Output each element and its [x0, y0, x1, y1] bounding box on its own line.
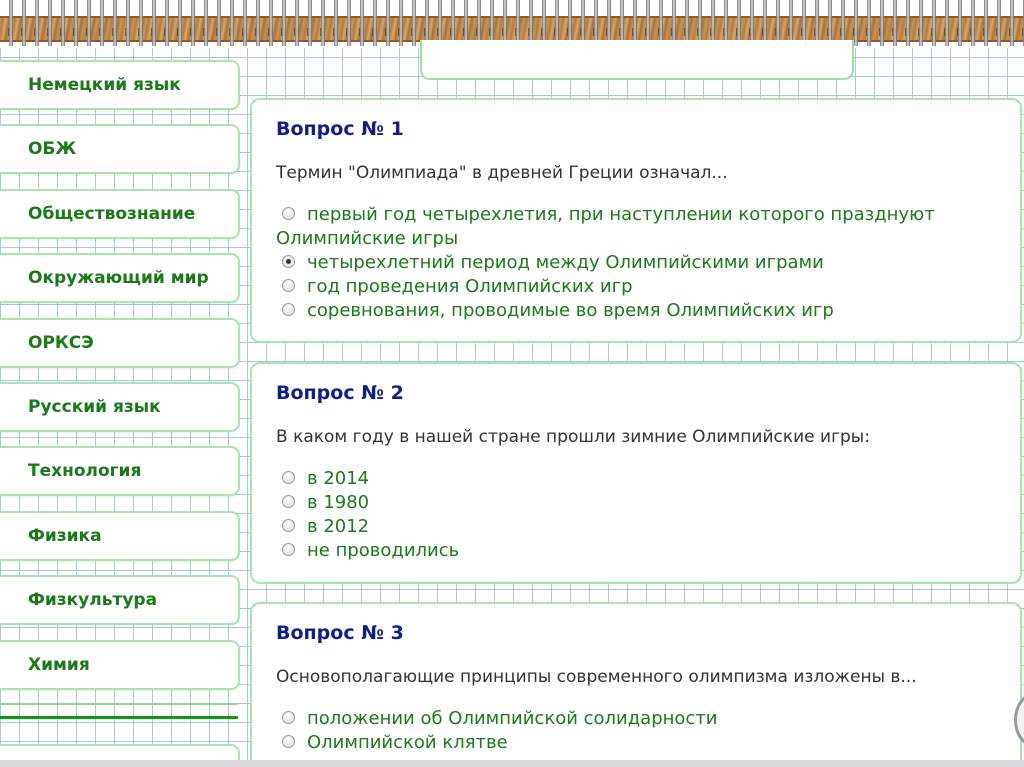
answer-option-label: первый год четырехлетия, при наступлении которого празднуют Олимпийские игры: [276, 204, 935, 249]
answer-option-label: соревнования, проводимые во время Олимпийских игр: [307, 300, 834, 321]
radio-button[interactable]: [282, 471, 295, 484]
answer-option[interactable]: [276, 251, 996, 275]
radio-button[interactable]: [282, 543, 295, 556]
sidebar-item-label: Физика: [28, 525, 102, 546]
answer-option-label: четырехлетний период между Олимпийскими играми: [307, 252, 824, 273]
answer-option[interactable]: [276, 275, 996, 299]
sidebar-item-label: Технология: [28, 461, 142, 482]
question-text: В каком году в нашей стране прошли зимние Олимпийские игры:: [276, 427, 870, 447]
answer-option[interactable]: [276, 299, 996, 323]
question-card-3: [250, 602, 1022, 767]
sidebar-item-world-around[interactable]: [0, 253, 240, 303]
answer-option-label: в 2014: [307, 468, 370, 489]
answer-option-label: Олимпийской клятве: [307, 732, 508, 753]
answer-option-label: в 1980: [307, 492, 370, 513]
sidebar-item-pe[interactable]: [0, 575, 240, 625]
answer-option[interactable]: [276, 707, 996, 731]
sidebar-divider-light: [0, 703, 238, 705]
answer-option-label: не проводились: [307, 540, 460, 561]
sidebar-item-orkse[interactable]: [0, 318, 240, 368]
sidebar-item-chemistry[interactable]: [0, 640, 240, 690]
question-card-2: [250, 362, 1022, 584]
sidebar-item-label: Русский язык: [28, 396, 161, 417]
sidebar-item-social-studies[interactable]: [0, 189, 240, 239]
answer-option-label: положении об Олимпийской солидарности: [307, 708, 718, 729]
radio-button[interactable]: [282, 519, 295, 532]
radio-button[interactable]: [282, 207, 295, 220]
sidebar-item-german[interactable]: [0, 60, 240, 110]
radio-button[interactable]: [282, 279, 295, 292]
question-card-1: [250, 98, 1022, 343]
answer-option-label: в 2012: [307, 516, 370, 537]
sidebar-item-label: Окружающий мир: [28, 268, 209, 289]
sidebar-item-label: Физкультура: [28, 590, 158, 611]
answer-option[interactable]: [276, 731, 996, 755]
radio-button[interactable]: [282, 303, 295, 316]
subject-sidebar: [0, 60, 240, 704]
sidebar-item-label: Немецкий язык: [28, 75, 181, 95]
sidebar-item-technology[interactable]: [0, 446, 240, 496]
header-card: [420, 40, 854, 80]
bottom-bar: [0, 760, 1024, 767]
answer-option[interactable]: [276, 203, 996, 251]
sidebar-divider: [0, 716, 238, 719]
radio-button-selected[interactable]: [282, 255, 295, 268]
answer-option[interactable]: [276, 515, 996, 539]
radio-button[interactable]: [282, 711, 295, 724]
sidebar-item-obzh[interactable]: [0, 124, 240, 174]
answer-option[interactable]: [276, 491, 996, 515]
answer-option[interactable]: [276, 539, 996, 563]
answer-option[interactable]: [276, 467, 996, 491]
sidebar-item-label: ОРКСЭ: [28, 332, 94, 353]
question-title: Вопрос № 3: [276, 622, 404, 644]
radio-button[interactable]: [282, 495, 295, 508]
sidebar-item-label: ОБЖ: [28, 139, 77, 160]
answer-option-label: год проведения Олимпийских игр: [307, 276, 633, 297]
sidebar-item-russian[interactable]: [0, 382, 240, 432]
sidebar-item-label: Химия: [28, 654, 90, 675]
sidebar-item-label: Обществознание: [28, 203, 196, 224]
question-text: Термин "Олимпиада" в древней Греции означал...: [276, 163, 728, 183]
question-title: Вопрос № 2: [276, 382, 404, 404]
question-title: Вопрос № 1: [276, 118, 404, 140]
question-text: Основополагающие принципы современного олимпизма изложены в...: [276, 667, 917, 687]
radio-button[interactable]: [282, 735, 295, 748]
sidebar-item-physics[interactable]: [0, 511, 240, 561]
